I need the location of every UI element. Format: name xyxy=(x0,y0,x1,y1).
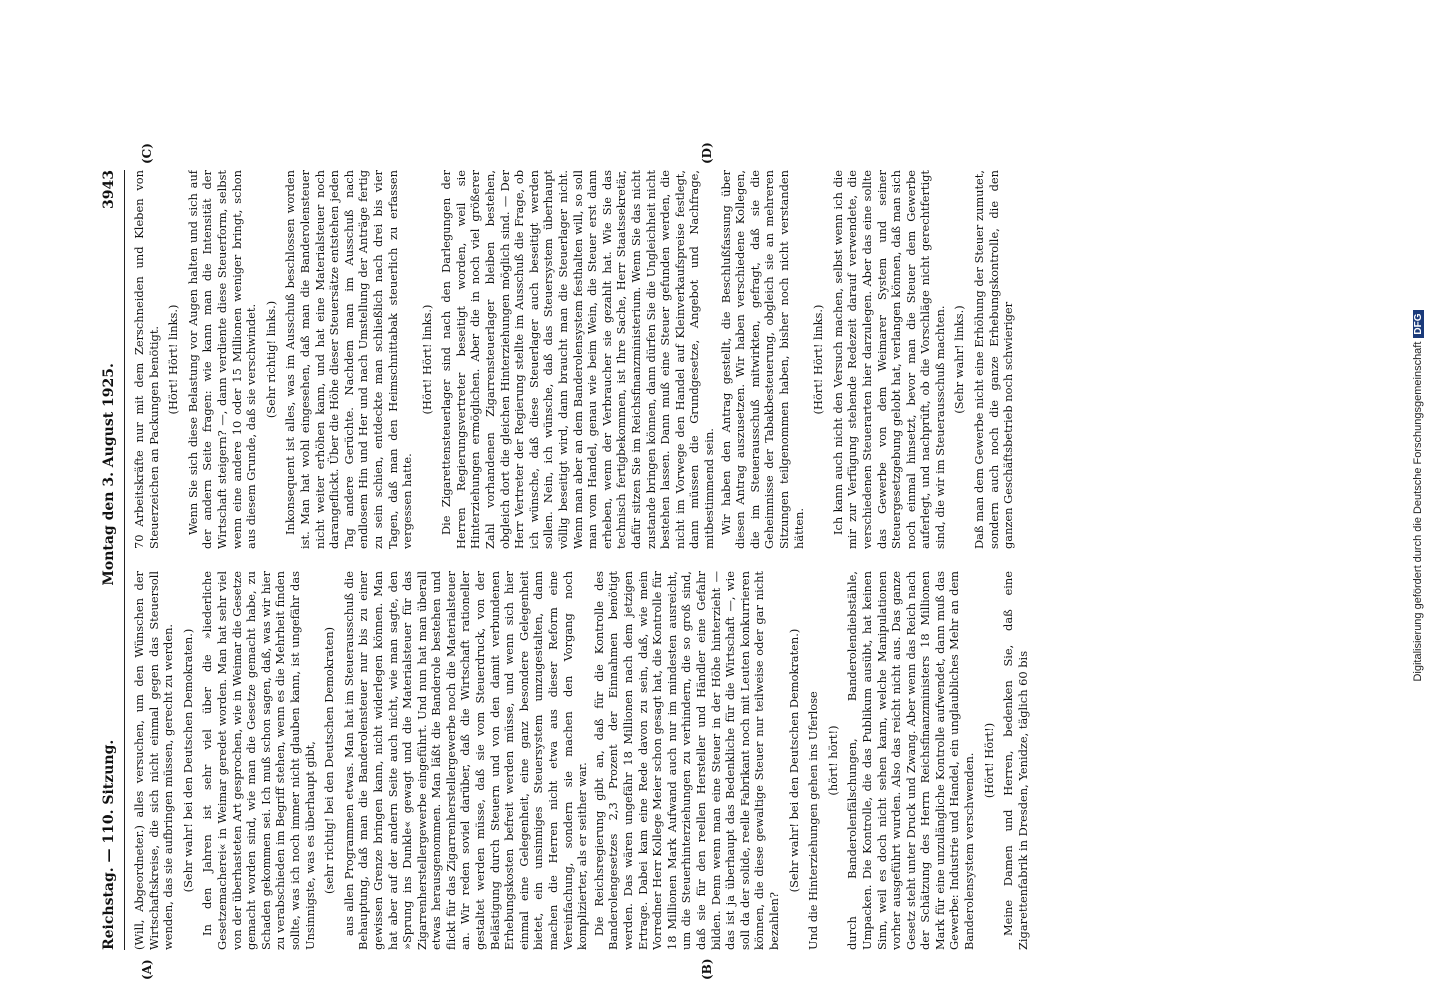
header-left: Reichstag. — 110. Sitzung. xyxy=(101,739,117,950)
paragraph: Inkonsequent ist alles, was im Ausschuß beschlossen worden ist. Man hat wohl eingesehen, daß man die Banderolensteuer nicht weiter erhöhen kann, und hat eine Materialsteuer noch darangeflickt. Über die Höhe dieser Steuersätze entstehen jeden Tag andere Gerüchte. Nachdem man im Ausschuß nach endlosem Hin und Her und nach Umstellung der Anträge fertig zu sein schien, entdeckte man schließlich nach drei bis vier Tagen, daß man den Heimschnittabak steuerlich zu erfassen vergessen hatte. xyxy=(283,170,415,549)
paragraph: (Hört! Hört! links.) xyxy=(419,304,434,415)
paragraph: In den Jahren ist sehr viel über die »liederliche Gesetzemacherei« in Weimar geredet worden. Man hat sehr viel von der überhasteten Art gesprochen, wie in Weimar die Gesetze gemacht worden sind, wie man die Gesetze gemacht habe, zu Schaden gekommen sei. Ich muß schon sagen, daß, was wir hier zu verabschieden im Begriff stehen, wenn es die Mehrheit finden sollte, was ich noch immer nicht glauben kann, ist ungefähr das Unsinnigste, was es überhaupt gibt, xyxy=(200,571,317,950)
paragraph: Wir haben den Antrag gestellt, die Beschlußfassung über diesen Antrag auszusetzen. Wir haben verschiedene Kollegen, die im Steuerausschuß mitwirkten, gefragt, daß sie die Geheimnisse der Tabakbesteuerung, obgleich sie an mehreren Sitzungen teilgenommen haben, bisher noch nicht verstanden hätten. xyxy=(718,170,806,549)
paragraph: Meine Damen und Herren, bedenken Sie, daß eine Zigarettenfabrik in Dresden, Yenidze, täglich 60 bis xyxy=(1001,571,1030,950)
header-center: Montag den 3. August 1925. xyxy=(101,363,117,586)
paragraph: aus allen Programmen etwas. Man hat im Steuerausschuß die Behauptung, daß man die Banderolensteuer nur bis zu einer gewissen Grenze bringen kann, nicht widerlegen können. Man hat aber auf der andern Seite auch nicht, wie man sagte, den »Sprung ins Dunkle« gewagt und die Materialsteuer für das Zigarrenherstellergewerbe eingeführt. Und nun hat man überall etwas herausgenommen. Man läßt die Banderole bestehen und flickt für das Zigarrenherstellergewerbe noch die Materialsteuer an. Wir reden soviel darüber, daß die Wirtschaft rationeller gestaltet werden müsse, daß sie vom Steuerdruck, von der Belästigung durch Steuern und von den damit verbundenen Erhebungskosten befreit werden müsse, und wenn sich hier einmal eine Gelegenheit, eine ganz besondere Gelegenheit bietet, ein unsinniges Steuersystem umzugestalten, dann machen die Herren nicht etwa aus dieser Reform eine Vereinfachung, sondern sie machen den Vorgang noch komplizierter, als er seither war. xyxy=(341,571,590,950)
paragraph: Daß man dem Gewerbe nicht eine Erhöhung der Steuer zumutet, sondern auch noch die ganze Erhebungskontrolle, die den ganzen Geschäftsbetrieb noch schwieriger xyxy=(972,170,1016,549)
paragraph: (Sehr wahr! links.) xyxy=(952,305,967,414)
paragraph: (Hört! Hört!) xyxy=(981,722,996,799)
margin-marker-d: (D) xyxy=(700,142,714,164)
paragraph: (sehr richtig! bei den Deutschen Demokraten) xyxy=(322,626,337,895)
margin-marker-b: (B) xyxy=(700,958,714,980)
paragraph: Die Reichsregierung gibt an, daß für die Kontrolle des Banderolengesetzes 2,3 Prozent der Einnahmen benötigt werden. Das wären ungefähr 18 Millionen nach dem jetzigen Ertrage. Dabei kam eine Rede davon zu sein, daß, wie mein Vorredner Herr Kollege Meier schon gesagt hat, die Kontrolle für 18 Millionen Mark Aufwand auch nur im mindesten ausreicht, um die Steuerhinterziehungen zu verhindern, die so groß sind, daß sie für den reellen Hersteller und Händler eine Gefahr bilden. Denn wenn man eine Steuer in der Höhe hinterzieht — das ist ja überhaupt das Bedenkliche für die Wirtschaft —, wie soll da der solide, reelle Fabrikant noch mit Leuten konkurrieren können, die diese gewaltige Steuer nur teilweise oder gar nicht bezahlen? xyxy=(591,571,781,950)
paragraph: (Will, Abgeordneter.) alles versuchen, um den Wünschen der Wirtschaftskreise, die sich nicht einmal gegen das Steuersoll wenden, das sie aufbringen müssen, gerecht zu werden. xyxy=(132,571,176,950)
text-columns xyxy=(132,170,1192,950)
paragraph: Ich kann auch nicht den Versuch machen, selbst wenn ich die mir zur Verfügung stehende Redezeit darauf verwendete, die verschiedenen Steuerarten hier darzulegen. Aber das eine sollte das Gewerbe von dem Weimarer System und seiner Steuergesetzgebung gelobt hat, verlangen können, daß man sich noch einmal hinsetzt, bevor man die Steuer dem Gewerbe auferlegt, und nachprüft, ob die Vorschläge nicht gerechtfertigt sind, die wir im Steuerausschuß machten. xyxy=(830,170,947,549)
dfg-badge: DFG xyxy=(1413,310,1424,337)
paragraph: Wenn Sie sich diese Belastung vor Augen halten und sich auf der andern Seite fragen: wie kann man die Intensität der Wirtschaft steigern? —, dann verdiente diese Steuerform, selbst wenn eine andere 10 oder 15 Millionen weniger bringt, schon aus diesem Grunde, daß sie verschwindet. xyxy=(185,170,259,549)
credit-line xyxy=(1412,16,1424,976)
paragraph: (Sehr richtig! links.) xyxy=(263,300,278,419)
paragraph: durch Banderolenfälschungen, Banderolendiebstähle, Umpacken. Die Kontrolle, die das Publikum ausübt, hat keinen Sinn, weil es doch nicht sehen kann, welche Manipulationen vorher ausgeführt wurden. Also das reicht nicht aus. Das ganze Gesetz steht unter Druck und Zwang. Aber wenn das Reich nach der Schätzung des Herrn Reichsfinanzministers 18 Millionen Mark für eine unzulängliche Kontrolle aufwendet, dann muß das Gewerbe: Industrie und Handel, ein unglaubliches Mehr an dem Banderolensystem verschwenden. xyxy=(845,571,977,950)
credit-text: Digitalisierung gefördert durch die Deutsche Forschungsgemeinschaft xyxy=(1412,341,1424,682)
paragraph: (Hört! Hört! links.) xyxy=(811,304,826,415)
paragraph: (Hört! Hört! links.) xyxy=(166,304,181,415)
paragraph: Und die Hinterziehungen gehen ins Uferlose xyxy=(806,691,821,950)
paragraph: (Sehr wahr! bei den Deutschen Demokraten.) xyxy=(786,628,801,893)
margin-marker-a: (A) xyxy=(140,959,154,980)
column-right xyxy=(132,170,1192,549)
paragraph: (hört! hört!) xyxy=(825,725,840,796)
sidebar-credit xyxy=(1408,10,1428,990)
rotated-newspaper-page xyxy=(80,130,1210,990)
paragraph: 70 Arbeitskräfte nur mit dem Zerschneiden und Kleben von Steuerzeichen an Packungen benötigt. xyxy=(132,170,161,549)
page-header xyxy=(98,170,125,950)
paragraph: Die Zigarettensteuerlager sind nach den Darlegungen der Herren Regierungsvertreter beseitigt worden, weil sie Hinterziehungen ermöglichen. Aber die in noch viel größerer Zahl vorhandenen Zigarrensteuerlager bleiben bestehen, obgleich dort die gleichen Hinterziehungen möglich sind. — Der Herr Vertreter der Regierung stellte im Ausschuß die Frage, ob ich wünsche, daß diese Steuerlager auch beseitigt werden sollen. Nein, ich wünsche, daß das Steuersystem überhaupt völlig beseitigt wird, dann braucht man die Steuerlager nicht. Wenn man aber an dem Banderolensystem festhalten will, so soll man vom Handel, genau wie beim Wein, die Steuer erst dann erheben, wenn der Verbraucher sie gezahlt hat. Wie Sie das technisch fertigbekommen, ist Ihre Sache, Herr Staatssekretär, dafür sitzen Sie im Reichsfinanzministerium. Wenn Sie das nicht zustande bringen können, dann dürfen Sie die Ungleichheit nicht bestehen lassen. Dann muß eine Steuer gefunden werden, die nicht im Vorwege den Handel auf Kleinverkaufspreise festlegt, dann müssen die Grundgesetze, Angebot und Nachfrage, mitbestimmend sein. xyxy=(439,170,716,549)
page-number: 3943 xyxy=(101,170,117,209)
column-left xyxy=(132,571,1192,950)
margin-marker-c: (C) xyxy=(140,143,154,164)
paragraph: (Sehr wahr! bei den Deutschen Demokraten.) xyxy=(180,628,195,893)
